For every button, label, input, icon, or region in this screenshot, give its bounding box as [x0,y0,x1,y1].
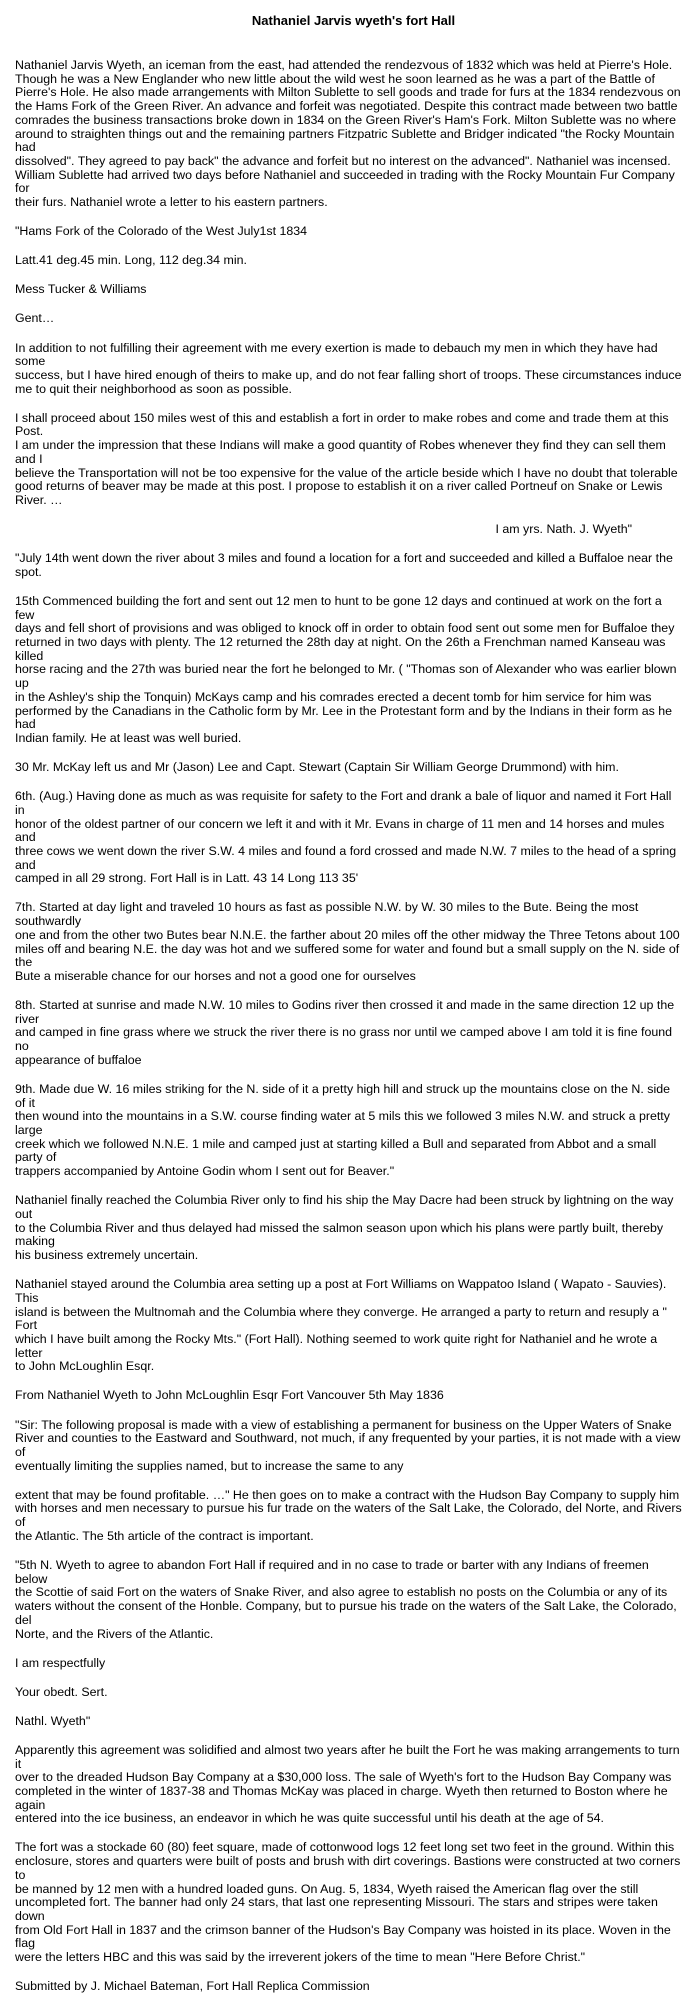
journal-7th: 7th. Started at day light and traveled 10 hours as fast as possible N.W. by W. 30 miles to the Bute. Being the most southwardly one and from the other two Butes bear N.N.E. the farther about 20 miles off the other midway the Three Tetons about 100 miles off and bearing N.E. the day was hot and we suffered some for water and found but a small supply on the N. side of the Bute a miserable chance for our horses and not a good one for ourselves [15,900,680,983]
letter-paragraph-2: I shall proceed about 150 miles west of this and establish a fort in order to make robes and come and trade them at this Post. I am under the impression that these Indians will make a good quantity of Robes whenever they find they can sell them and I believe the Transportation will not be too expensive for the value of the article beside which I have no doubt that tolerable good returns of beaver may be made at this post. I propose to establish it on a river called Portneuf on Snake or Lewis River. … [15,410,678,507]
paragraph-columbia-river: Nathaniel finally reached the Columbia River only to find his ship the May Dacre had been struck by lightning on the way out to the Columbia River and thus delayed had missed the salmon season upon which his plans were partly built, thereby making his business extremely uncertain. [15,1193,674,1263]
letter-2-heading: From Nathaniel Wyeth to John McLoughlin Esqr Fort Vancouver 5th May 1836 [15,1388,444,1403]
letter-2-proposal: "Sir: The following proposal is made with a view of establishing a permanent for business on the Upper Waters of Snake River and counties to the Eastward and Southward, not much, if any frequented by your parties, it is not made with a view of eventually limiting the supplies named, but to increase the same to any [15,1417,681,1473]
journal-aug-6th: 6th. (Aug.) Having done as much as was requisite for safety to the Fort and drank a bale of liquor and named it Fort Hall in honor of the oldest partner of our concern we left it and with it Mr. Evans in charge of 11 men and 14 horses and mules and three cows we went down the river S.W. 4 miles and found a ford crossed and made N.W. 7 miles to the head of a spring and camped in all 29 strong. Fort Hall is in Latt. 43 14 Long 113 35' [15,789,677,886]
letter-2-signature: Nathl. Wyeth" [15,1713,91,1728]
journal-9th: 9th. Made due W. 16 miles striking for the N. side of it a pretty high hill and struck up the mountains close on the N. side of it then wound into the mountains in a S.W. course finding water at 5 mils this we followed 3 miles N.W. and struck a pretty large creek which we followed N.N.E. 1 mile and camped just at starting killed a Bull and separated from Abbot and a small party of trappers accompanied by Antoine Godin whom I sent out for Beaver." [15,1081,670,1179]
letter-paragraph-1: In addition to not fulfilling their agreement with me every exertion is made to debauch my men in which they have had some success, but I have hired enough of theirs to make up, and do not fear falling short of troops. These circumstances induce me to quit their neighborhood as soon as possible. [15,340,682,396]
paragraph-fort-williams: Nathaniel stayed around the Columbia area setting up a post at Fort Williams on Wappatoo Island ( Wapato - Sauvies). This island is between the Multnomah and the Columbia where they converge. He arranged a party to return and resuply a " Fort which I have built among the Rocky Mts." (Fort Hall). Nothing seemed to work quite right for Nathaniel and he wrote a letter to John McLoughlin Esqr. [15,1277,667,1374]
journal-30th: 30 Mr. McKay left us and Mr (Jason) Lee and Capt. Stewart (Captain Sir William George Drummond) with him. [15,760,619,775]
journal-8th: 8th. Started at sunrise and made N.W. 10 miles to Godins river then crossed it and made in the same direction 12 up the river and camped in fine grass where we struck the river there is no grass nor until we camped above I am told it is fine found no appearance of buffaloe [15,998,675,1067]
paragraph-contract: extent that may be found profitable. …" He then goes on to make a contract with the Hudson Bay Company to supply him with horses and men necessary to pursue his fur trade on the waters of the Salt Lake, the Colorado, del Norte, and Rivers of the Atlantic. The 5th article of the contract is important. [15,1487,682,1543]
letter-2-servant: Your obedt. Sert. [15,1684,108,1699]
journal-15th: 15th Commenced building the fort and sent out 12 men to hunt to be gone 12 days and continued at work on the fort a few days and fell short of provisions and was obliged to knock off in order to obtain food sent out some men for Buffaloe they returned in two days with plenty. The 12 returned the 28th day at night. On the 26th a Frenchman named Kanseau was killed horse racing and the 27th was buried near the fort he belonged to Mr. ( "Thomas son of Alexander who was earlier blown up in the Ashley's ship the Tonquin) McKays camp and his comrades erected a decent tomb for him service for him was performed by the Canadians in the Catholic form by Mr. Lee in the Protestant form and by the Indians in their form as he had Indian family. He at least was well buried. [15,593,677,745]
paragraph-intro: Nathaniel Jarvis Wyeth, an iceman from the east, had attended the rendezvous of 1832 which was held at Pierre's Hole. Though he was a New Englander who new little about the wild west he soon learned as he was a part of the Battle of Pierre's Hole. He also made arrangements with Milton Sublette to sell goods and trade for furs at the 1834 rendezvous on the Hams Fork of the Green River. An advance and forfeit was negotiated. Despite this contract made between two battle comrades the business transactions broke down in 1834 on the Green River's Ham's Fork. Milton Sublette was no where around to straighten things out and the remaining partners Fitzpatric Sublette and Bridger indicated "the Rocky Mountain had dissolved". They agreed to pay back" the advance and forfeit but no interest on the advanced". Nathaniel was incensed. William Sublette had arrived two days before Nathaniel and succeeded in trading with the Rocky Mountain Fur Company for their furs. Nathaniel wrote a letter to his eastern partners. [15,58,681,210]
letter-signature: I am yrs. Nath. J. Wyeth" [495,522,632,537]
paragraph-sale: Apparently this agreement was solidified and almost two years after he built the Fort he was making arrangements to turn it over to the dreaded Hudson Bay Company at a $30,000 loss. The sale of Wyeth's fort to the Hudson Bay Company was completed in the winter of 1837-38 and Thomas McKay was placed in charge. Wyeth then returned to Boston where he again entered into the ice business, an endeavor in which he was quite successful until his death at the age of 54. [15,1742,680,1826]
paragraph-fort-description: The fort was a stockade 60 (80) feet square, made of cottonwood logs 12 feet long set two feet in the ground. Within this enclosure, stores and quarters were built of posts and brush with dirt coverings. Bastions were constructed at two corners to be manned by 12 men with a hundred loaded guns. On Aug. 5, 1834, Wyeth raised the American flag over the still uncompleted fort. The banner had only 24 stars, that last one representing Missouri. The stars and stripes were taken down from Old Fort Hall in 1837 and the crimson banner of the Hudson's Bay Company was hoisted in its place. Woven in the flag were the letters HBC and this was said by the irreverent jokers of the time to mean "Here Before Christ." [15,1840,681,1965]
document-title: Nathaniel Jarvis wyeth's fort Hall [251,13,456,28]
contract-article-5: "5th N. Wyeth to agree to abandon Fort Hall if required and in no case to trade or barter with any Indians of freemen below the Scottie of said Fort on the waters of Snake River, and also agree to establish no posts on the Columbia or any of its waters without the consent of the Honble. Company, but to pursue his trade on the waters of the Salt Lake, the Colorado, del Norte, and the Rivers of the Atlantic. [15,1557,677,1641]
letter-salutation: Gent… [15,311,55,326]
journal-july-14: "July 14th went down the river about 3 miles and found a location for a fort and succeeded and killed a Buffaloe near the spot. [15,551,673,579]
letter-addressee: Mess Tucker & Williams [15,282,147,297]
letter-heading-place-date: "Hams Fork of the Colorado of the West July1st 1834 [15,224,308,239]
submitted-by: Submitted by J. Michael Bateman, Fort Hall Replica Commission [15,1979,370,1994]
letter-2-closing: I am respectfully [15,1655,106,1670]
letter-coordinates: Latt.41 deg.45 min. Long, 112 deg.34 min. [15,253,247,268]
